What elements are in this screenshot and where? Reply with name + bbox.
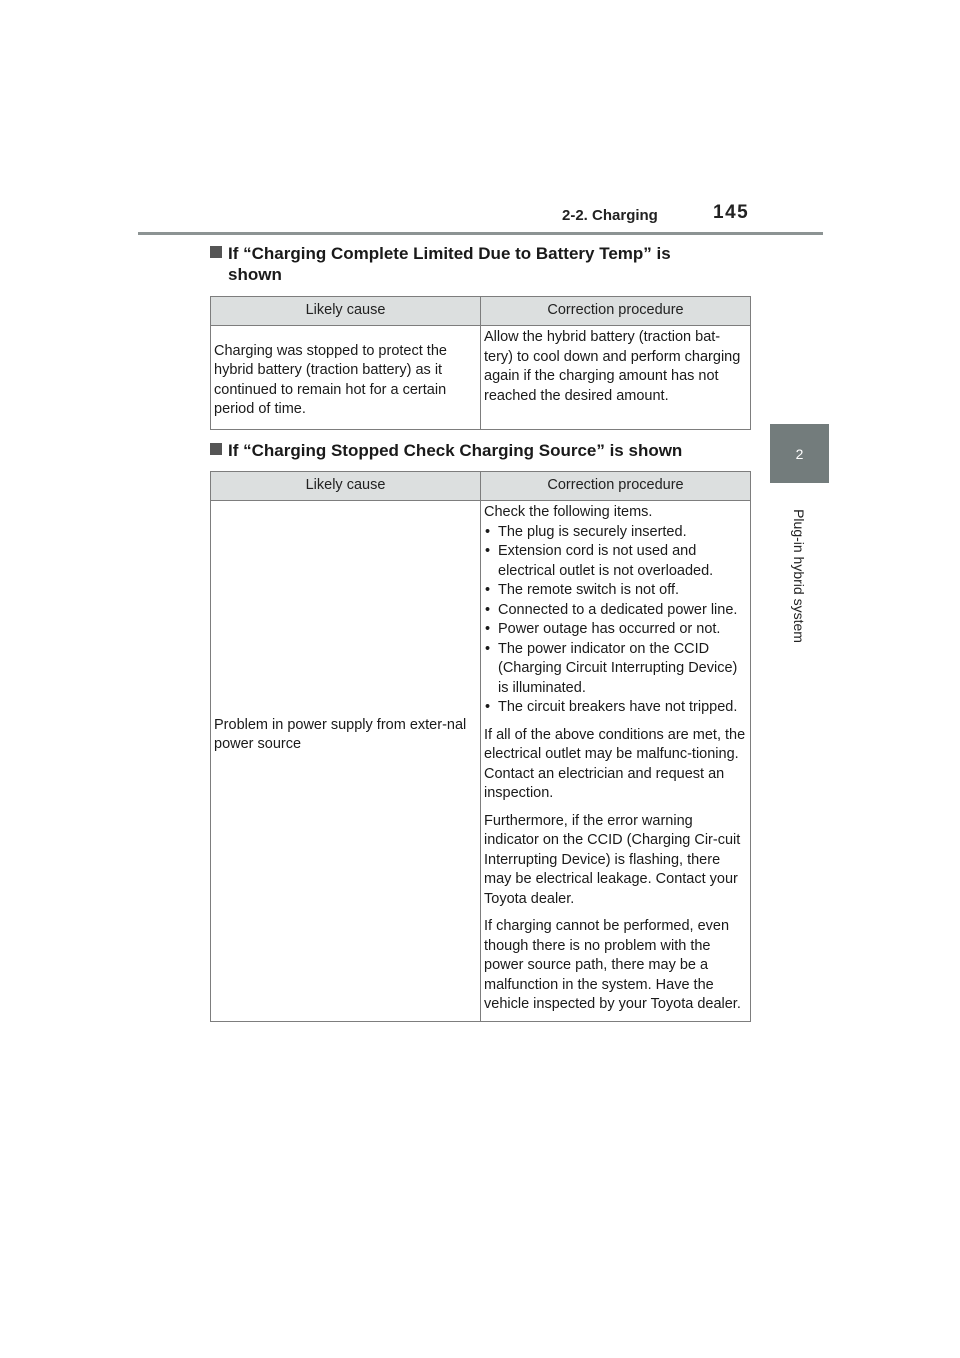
section1-heading-line1: If “Charging Complete Limited Due to Battery Temp” is xyxy=(228,244,671,263)
column-header-cause: Likely cause xyxy=(211,297,481,326)
table-row xyxy=(211,326,751,430)
cause-cell xyxy=(211,501,481,1022)
check-list xyxy=(484,523,746,718)
column-header-cause: Likely cause xyxy=(211,472,481,501)
section2-heading xyxy=(210,440,682,461)
cause-text: Problem in power supply from exter-nal power source xyxy=(214,716,467,752)
table-row xyxy=(211,501,751,1022)
header-divider xyxy=(138,232,823,235)
list-item: • Power outage has occurred or not. xyxy=(484,620,746,640)
cause-text: Charging was stopped to protect the hybrid battery (traction battery) as it continued to remain hot for a certain period of time. xyxy=(214,342,447,417)
section1-heading xyxy=(210,243,671,285)
check-intro: Check the following items. xyxy=(484,504,653,520)
chapter-number: 2 xyxy=(795,445,804,462)
column-header-correction: Correction procedure xyxy=(481,297,751,326)
correction-cell xyxy=(481,326,751,430)
list-item: • The circuit breakers have not tripped. xyxy=(484,698,746,718)
chapter-tab xyxy=(770,424,829,483)
list-item: • The plug is securely inserted. xyxy=(484,523,746,543)
paragraph-malfunction: If charging cannot be performed, even though there is no problem with the power source path, there may be a malfunction in the system. Have the vehicle inspected by your Toyota dealer. xyxy=(484,918,741,1012)
page-number: 145 xyxy=(713,202,750,223)
section2-heading-text: If “Charging Stopped Check Charging Source” is shown xyxy=(228,441,683,460)
paragraph-outlet: If all of the above conditions are met, the electrical outlet may be malfunc-tioning. Contact an electrician and request an inspection. xyxy=(484,726,746,801)
section1-table xyxy=(210,296,751,430)
list-item: • The remote switch is not off. xyxy=(484,581,746,601)
chapter-label: Plug-in hybrid system xyxy=(791,509,807,643)
square-bullet-icon xyxy=(210,246,222,258)
section-title: 2-2. Charging xyxy=(562,207,658,224)
cause-cell xyxy=(211,326,481,430)
square-bullet-icon xyxy=(210,443,222,455)
correction-cell xyxy=(481,501,751,1022)
list-item: • Extension cord is not used and electrical outlet is not overloaded. xyxy=(484,542,746,581)
section2-table xyxy=(210,471,751,1022)
paragraph-leakage: Furthermore, if the error warning indicator on the CCID (Charging Cir-cuit Interrupting Device) is flashing, there may be electrical leakage. Contact your Toyota dealer. xyxy=(484,812,741,907)
section1-heading-line2: shown xyxy=(228,265,282,284)
list-item: • The power indicator on the CCID (Charging Circuit Interrupting Device) is illuminated. xyxy=(484,640,746,699)
column-header-correction: Correction procedure xyxy=(481,472,751,501)
list-item: • Connected to a dedicated power line. xyxy=(484,601,746,621)
correction-text: Allow the hybrid battery (traction bat-tery) to cool down and perform charging again if the charging amount has not reached the desired amount. xyxy=(484,329,741,404)
